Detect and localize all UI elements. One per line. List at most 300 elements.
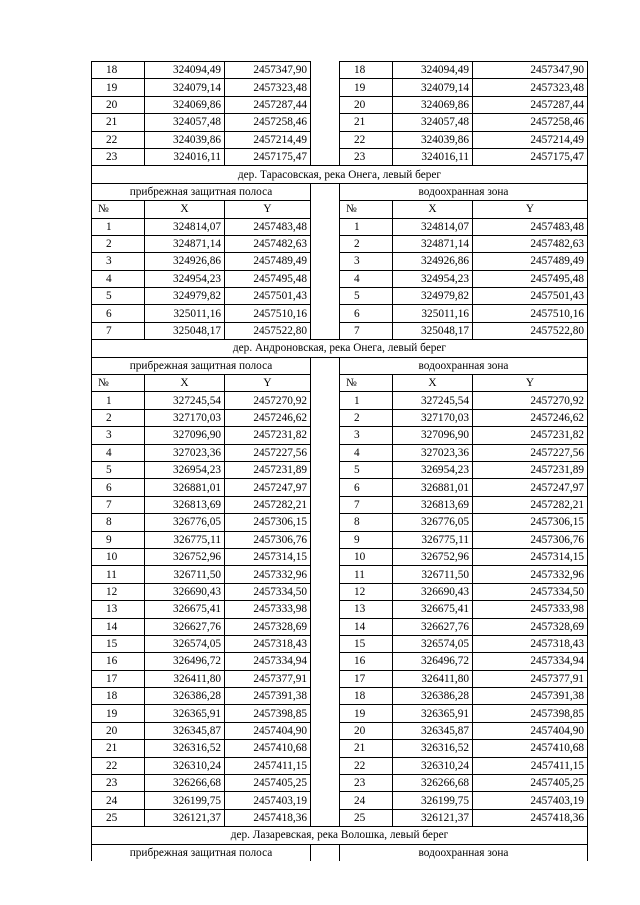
table-row <box>92 305 588 322</box>
column-gap <box>311 427 340 444</box>
right-point-number: 19 <box>340 79 393 96</box>
right-y-coordinate: 2457501,43 <box>473 288 588 305</box>
left-y-coordinate: 2457410,68 <box>225 740 311 757</box>
left-x-coordinate: 324016,11 <box>145 148 225 165</box>
right-point-number: 23 <box>340 775 393 792</box>
left-y-coordinate: 2457495,48 <box>225 270 311 287</box>
column-gap <box>311 775 340 792</box>
right-point-number: 24 <box>340 792 393 809</box>
column-gap <box>311 322 340 339</box>
right-x-coordinate: 326574,05 <box>393 635 473 652</box>
table-row <box>92 444 588 461</box>
left-point-number: 16 <box>92 653 145 670</box>
section-title: дер. Лазаревская, река Волошка, левый берег <box>92 827 588 844</box>
left-x-coordinate: 326310,24 <box>145 757 225 774</box>
column-gap <box>311 96 340 113</box>
left-x-coordinate: 324094,49 <box>145 62 225 79</box>
table-row <box>92 392 588 409</box>
left-point-number: 8 <box>92 514 145 531</box>
table-row <box>92 62 588 79</box>
left-point-number: 3 <box>92 253 145 270</box>
table-row <box>92 235 588 252</box>
right-point-number: 12 <box>340 583 393 600</box>
table-row <box>92 114 588 131</box>
right-y-coordinate: 2457231,89 <box>473 461 588 478</box>
table-row <box>92 548 588 565</box>
left-x-coordinate: 326121,37 <box>145 809 225 826</box>
left-y-coordinate: 2457489,49 <box>225 253 311 270</box>
section-title-row <box>92 340 588 357</box>
left-x-header: X <box>145 201 225 218</box>
right-point-number: 25 <box>340 809 393 826</box>
table-row <box>92 583 588 600</box>
right-y-coordinate: 2457323,48 <box>473 79 588 96</box>
right-x-coordinate: 326711,50 <box>393 566 473 583</box>
right-y-coordinate: 2457258,46 <box>473 114 588 131</box>
right-y-coordinate: 2457410,68 <box>473 740 588 757</box>
left-x-coordinate: 326627,76 <box>145 618 225 635</box>
left-point-number: 18 <box>92 688 145 705</box>
left-point-number: 24 <box>92 792 145 809</box>
table-row <box>92 288 588 305</box>
left-point-number: 1 <box>92 392 145 409</box>
column-gap <box>311 566 340 583</box>
right-point-number: 18 <box>340 62 393 79</box>
right-point-number: 5 <box>340 461 393 478</box>
left-y-coordinate: 2457405,25 <box>225 775 311 792</box>
right-y-coordinate: 2457227,56 <box>473 444 588 461</box>
left-point-number: 7 <box>92 322 145 339</box>
right-y-coordinate: 2457334,94 <box>473 653 588 670</box>
left-x-coordinate: 327096,90 <box>145 427 225 444</box>
column-gap <box>311 635 340 652</box>
left-point-number: 12 <box>92 583 145 600</box>
right-point-number: 9 <box>340 531 393 548</box>
left-point-number: 6 <box>92 305 145 322</box>
right-point-number: 7 <box>340 496 393 513</box>
left-y-coordinate: 2457332,96 <box>225 566 311 583</box>
right-point-number: 13 <box>340 601 393 618</box>
column-gap <box>311 844 340 861</box>
column-gap <box>311 114 340 131</box>
left-x-coordinate: 326316,52 <box>145 740 225 757</box>
right-point-number: 16 <box>340 653 393 670</box>
column-gap <box>311 409 340 426</box>
right-y-coordinate: 2457483,48 <box>473 218 588 235</box>
table-row <box>92 775 588 792</box>
right-x-coordinate: 327170,03 <box>393 409 473 426</box>
right-x-coordinate: 326690,43 <box>393 583 473 600</box>
right-point-number: 2 <box>340 235 393 252</box>
right-y-coordinate: 2457391,38 <box>473 688 588 705</box>
left-point-number: 13 <box>92 601 145 618</box>
left-point-number: 19 <box>92 705 145 722</box>
left-point-number: 15 <box>92 635 145 652</box>
left-x-coordinate: 326775,11 <box>145 531 225 548</box>
column-gap <box>311 809 340 826</box>
column-gap <box>311 288 340 305</box>
left-y-coordinate: 2457347,90 <box>225 62 311 79</box>
right-x-coordinate: 327023,36 <box>393 444 473 461</box>
left-x-coordinate: 326199,75 <box>145 792 225 809</box>
left-x-coordinate: 326752,96 <box>145 548 225 565</box>
column-header-row <box>92 201 588 218</box>
right-point-number: 20 <box>340 96 393 113</box>
section-title-row <box>92 166 588 183</box>
left-x-coordinate: 327023,36 <box>145 444 225 461</box>
left-zone-label: прибрежная защитная полоса <box>92 844 311 861</box>
left-point-number: 20 <box>92 96 145 113</box>
left-point-number: 5 <box>92 288 145 305</box>
right-point-number: 20 <box>340 722 393 739</box>
right-x-header: X <box>393 201 473 218</box>
left-y-coordinate: 2457247,97 <box>225 479 311 496</box>
right-x-coordinate: 326199,75 <box>393 792 473 809</box>
left-x-coordinate: 324039,86 <box>145 131 225 148</box>
table-row <box>92 566 588 583</box>
left-point-number: 5 <box>92 461 145 478</box>
right-y-coordinate: 2457282,21 <box>473 496 588 513</box>
right-x-coordinate: 326121,37 <box>393 809 473 826</box>
section-title: дер. Андроновская, река Онега, левый берег <box>92 340 588 357</box>
left-x-coordinate: 326954,23 <box>145 461 225 478</box>
table-row <box>92 757 588 774</box>
right-x-coordinate: 326675,41 <box>393 601 473 618</box>
left-y-coordinate: 2457404,90 <box>225 722 311 739</box>
right-point-number: 6 <box>340 305 393 322</box>
column-gap <box>311 148 340 165</box>
left-point-number: 19 <box>92 79 145 96</box>
table-row <box>92 253 588 270</box>
left-y-coordinate: 2457323,48 <box>225 79 311 96</box>
left-zone-label: прибрежная защитная полоса <box>92 357 311 374</box>
right-y-coordinate: 2457306,76 <box>473 531 588 548</box>
left-x-coordinate: 324069,86 <box>145 96 225 113</box>
left-point-number: 4 <box>92 444 145 461</box>
right-x-coordinate: 326775,11 <box>393 531 473 548</box>
left-x-coordinate: 327245,54 <box>145 392 225 409</box>
left-y-coordinate: 2457501,43 <box>225 288 311 305</box>
table-row <box>92 79 588 96</box>
right-x-coordinate: 324954,23 <box>393 270 473 287</box>
column-gap <box>311 235 340 252</box>
right-point-number: 4 <box>340 444 393 461</box>
right-zone-label: водоохранная зона <box>340 357 588 374</box>
left-x-coordinate: 327170,03 <box>145 409 225 426</box>
left-point-number: 4 <box>92 270 145 287</box>
right-x-coordinate: 326310,24 <box>393 757 473 774</box>
right-point-number: 3 <box>340 253 393 270</box>
column-gap <box>311 618 340 635</box>
left-y-header: Y <box>225 375 311 392</box>
left-x-coordinate: 324979,82 <box>145 288 225 305</box>
right-y-coordinate: 2457418,36 <box>473 809 588 826</box>
right-y-coordinate: 2457270,92 <box>473 392 588 409</box>
right-x-header: X <box>393 375 473 392</box>
right-x-coordinate: 325048,17 <box>393 322 473 339</box>
column-gap <box>311 357 340 374</box>
right-x-coordinate: 324057,48 <box>393 114 473 131</box>
right-point-number: 1 <box>340 218 393 235</box>
left-x-header: X <box>145 375 225 392</box>
left-y-coordinate: 2457314,15 <box>225 548 311 565</box>
right-number-header: № <box>340 375 393 392</box>
left-point-number: 7 <box>92 496 145 513</box>
column-gap <box>311 79 340 96</box>
right-y-coordinate: 2457398,85 <box>473 705 588 722</box>
left-y-coordinate: 2457483,48 <box>225 218 311 235</box>
left-point-number: 1 <box>92 218 145 235</box>
left-x-coordinate: 326675,41 <box>145 601 225 618</box>
column-gap <box>311 688 340 705</box>
right-number-header: № <box>340 201 393 218</box>
right-y-coordinate: 2457404,90 <box>473 722 588 739</box>
right-x-coordinate: 327245,54 <box>393 392 473 409</box>
right-point-number: 4 <box>340 270 393 287</box>
right-point-number: 17 <box>340 670 393 687</box>
column-gap <box>311 375 340 392</box>
right-y-coordinate: 2457175,47 <box>473 148 588 165</box>
right-y-header: Y <box>473 201 588 218</box>
column-gap <box>311 270 340 287</box>
right-point-number: 6 <box>340 479 393 496</box>
right-point-number: 11 <box>340 566 393 583</box>
column-gap <box>311 601 340 618</box>
right-y-header: Y <box>473 375 588 392</box>
left-point-number: 23 <box>92 148 145 165</box>
column-gap <box>311 740 340 757</box>
left-number-header: № <box>92 201 145 218</box>
right-x-coordinate: 326345,87 <box>393 722 473 739</box>
left-y-coordinate: 2457231,89 <box>225 461 311 478</box>
left-point-number: 20 <box>92 722 145 739</box>
column-gap <box>311 722 340 739</box>
right-x-coordinate: 326316,52 <box>393 740 473 757</box>
table-row <box>92 479 588 496</box>
left-zone-label: прибрежная защитная полоса <box>92 183 311 200</box>
right-point-number: 5 <box>340 288 393 305</box>
left-y-coordinate: 2457328,69 <box>225 618 311 635</box>
table-row <box>92 131 588 148</box>
right-x-coordinate: 324871,14 <box>393 235 473 252</box>
left-x-coordinate: 324057,48 <box>145 114 225 131</box>
left-x-coordinate: 326496,72 <box>145 653 225 670</box>
left-y-coordinate: 2457270,92 <box>225 392 311 409</box>
right-y-coordinate: 2457332,96 <box>473 566 588 583</box>
right-x-coordinate: 326776,05 <box>393 514 473 531</box>
right-y-coordinate: 2457489,49 <box>473 253 588 270</box>
right-point-number: 10 <box>340 548 393 565</box>
left-y-coordinate: 2457403,19 <box>225 792 311 809</box>
left-x-coordinate: 326690,43 <box>145 583 225 600</box>
table-row <box>92 670 588 687</box>
left-y-coordinate: 2457510,16 <box>225 305 311 322</box>
left-point-number: 3 <box>92 427 145 444</box>
left-x-coordinate: 326574,05 <box>145 635 225 652</box>
column-gap <box>311 653 340 670</box>
right-point-number: 8 <box>340 514 393 531</box>
left-y-coordinate: 2457411,15 <box>225 757 311 774</box>
left-y-coordinate: 2457398,85 <box>225 705 311 722</box>
table-row <box>92 148 588 165</box>
right-y-coordinate: 2457510,16 <box>473 305 588 322</box>
left-point-number: 22 <box>92 757 145 774</box>
left-y-coordinate: 2457334,94 <box>225 653 311 670</box>
table-row <box>92 792 588 809</box>
column-gap <box>311 531 340 548</box>
left-y-coordinate: 2457318,43 <box>225 635 311 652</box>
left-point-number: 9 <box>92 531 145 548</box>
column-gap <box>311 583 340 600</box>
left-x-coordinate: 324814,07 <box>145 218 225 235</box>
right-point-number: 19 <box>340 705 393 722</box>
right-x-coordinate: 324814,07 <box>393 218 473 235</box>
left-point-number: 21 <box>92 114 145 131</box>
right-x-coordinate: 324079,14 <box>393 79 473 96</box>
left-point-number: 11 <box>92 566 145 583</box>
right-y-coordinate: 2457403,19 <box>473 792 588 809</box>
right-point-number: 18 <box>340 688 393 705</box>
left-x-coordinate: 326881,01 <box>145 479 225 496</box>
right-x-coordinate: 326813,69 <box>393 496 473 513</box>
right-x-coordinate: 324039,86 <box>393 131 473 148</box>
left-number-header: № <box>92 375 145 392</box>
right-y-coordinate: 2457246,62 <box>473 409 588 426</box>
left-point-number: 17 <box>92 670 145 687</box>
left-y-coordinate: 2457231,82 <box>225 427 311 444</box>
left-y-coordinate: 2457306,15 <box>225 514 311 531</box>
right-point-number: 21 <box>340 114 393 131</box>
column-gap <box>311 218 340 235</box>
right-y-coordinate: 2457495,48 <box>473 270 588 287</box>
table-row <box>92 688 588 705</box>
right-x-coordinate: 326266,68 <box>393 775 473 792</box>
right-x-coordinate: 326954,23 <box>393 461 473 478</box>
table-row <box>92 461 588 478</box>
table-row <box>92 618 588 635</box>
table-row <box>92 809 588 826</box>
right-y-coordinate: 2457347,90 <box>473 62 588 79</box>
column-gap <box>311 62 340 79</box>
left-point-number: 6 <box>92 479 145 496</box>
left-point-number: 25 <box>92 809 145 826</box>
left-point-number: 2 <box>92 235 145 252</box>
zone-label-row <box>92 183 588 200</box>
right-point-number: 22 <box>340 131 393 148</box>
right-y-coordinate: 2457247,97 <box>473 479 588 496</box>
column-gap <box>311 253 340 270</box>
right-point-number: 7 <box>340 322 393 339</box>
left-x-coordinate: 326813,69 <box>145 496 225 513</box>
right-y-coordinate: 2457377,91 <box>473 670 588 687</box>
left-y-coordinate: 2457333,98 <box>225 601 311 618</box>
table-row <box>92 218 588 235</box>
right-x-coordinate: 324069,86 <box>393 96 473 113</box>
right-zone-label: водоохранная зона <box>340 183 588 200</box>
right-x-coordinate: 327096,90 <box>393 427 473 444</box>
right-point-number: 22 <box>340 757 393 774</box>
right-point-number: 23 <box>340 148 393 165</box>
column-gap <box>311 131 340 148</box>
right-x-coordinate: 326627,76 <box>393 618 473 635</box>
table-row <box>92 514 588 531</box>
section-title-row <box>92 827 588 844</box>
right-x-coordinate: 325011,16 <box>393 305 473 322</box>
left-y-coordinate: 2457282,21 <box>225 496 311 513</box>
right-y-coordinate: 2457482,63 <box>473 235 588 252</box>
left-point-number: 18 <box>92 62 145 79</box>
right-y-coordinate: 2457214,49 <box>473 131 588 148</box>
column-gap <box>311 183 340 200</box>
column-gap <box>311 705 340 722</box>
table-row <box>92 653 588 670</box>
right-point-number: 1 <box>340 392 393 409</box>
coordinates-table <box>91 61 588 861</box>
right-x-coordinate: 324016,11 <box>393 148 473 165</box>
column-gap <box>311 461 340 478</box>
right-y-coordinate: 2457318,43 <box>473 635 588 652</box>
coordinates-document <box>91 61 587 861</box>
right-y-coordinate: 2457314,15 <box>473 548 588 565</box>
table-row <box>92 427 588 444</box>
left-y-coordinate: 2457418,36 <box>225 809 311 826</box>
left-y-header: Y <box>225 201 311 218</box>
column-gap <box>311 514 340 531</box>
right-x-coordinate: 324926,86 <box>393 253 473 270</box>
table-row <box>92 496 588 513</box>
right-x-coordinate: 324094,49 <box>393 62 473 79</box>
column-header-row <box>92 375 588 392</box>
left-point-number: 21 <box>92 740 145 757</box>
left-y-coordinate: 2457522,80 <box>225 322 311 339</box>
left-point-number: 10 <box>92 548 145 565</box>
right-point-number: 15 <box>340 635 393 652</box>
table-row <box>92 270 588 287</box>
column-gap <box>311 670 340 687</box>
right-x-coordinate: 326411,80 <box>393 670 473 687</box>
left-y-coordinate: 2457258,46 <box>225 114 311 131</box>
zone-label-row <box>92 357 588 374</box>
right-y-coordinate: 2457411,15 <box>473 757 588 774</box>
right-x-coordinate: 326386,28 <box>393 688 473 705</box>
left-x-coordinate: 324954,23 <box>145 270 225 287</box>
section-title: дер. Тарасовская, река Онега, левый берег <box>92 166 588 183</box>
right-y-coordinate: 2457405,25 <box>473 775 588 792</box>
right-y-coordinate: 2457306,15 <box>473 514 588 531</box>
right-x-coordinate: 326496,72 <box>393 653 473 670</box>
left-x-coordinate: 326386,28 <box>145 688 225 705</box>
left-y-coordinate: 2457287,44 <box>225 96 311 113</box>
column-gap <box>311 392 340 409</box>
left-y-coordinate: 2457227,56 <box>225 444 311 461</box>
right-zone-label: водоохранная зона <box>340 844 588 861</box>
left-x-coordinate: 326411,80 <box>145 670 225 687</box>
left-x-coordinate: 324926,86 <box>145 253 225 270</box>
left-x-coordinate: 325048,17 <box>145 322 225 339</box>
column-gap <box>311 444 340 461</box>
right-x-coordinate: 324979,82 <box>393 288 473 305</box>
right-y-coordinate: 2457231,82 <box>473 427 588 444</box>
right-y-coordinate: 2457333,98 <box>473 601 588 618</box>
column-gap <box>311 548 340 565</box>
left-point-number: 23 <box>92 775 145 792</box>
left-point-number: 22 <box>92 131 145 148</box>
left-y-coordinate: 2457391,38 <box>225 688 311 705</box>
table-row <box>92 322 588 339</box>
left-point-number: 2 <box>92 409 145 426</box>
right-x-coordinate: 326881,01 <box>393 479 473 496</box>
column-gap <box>311 479 340 496</box>
